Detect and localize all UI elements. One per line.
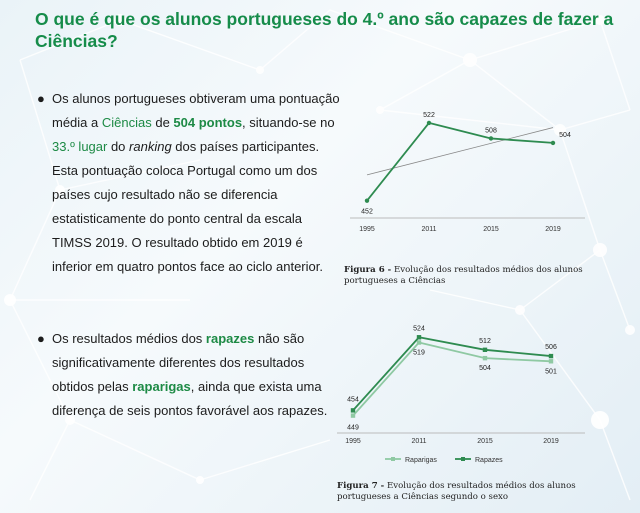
data-label-raparigas: 504 [479,365,491,373]
x-tick-label: 2019 [543,438,559,445]
b2-boys: rapazes [205,331,255,346]
data-label: 508 [485,127,497,135]
data-point [417,335,421,339]
data-label-rapazes: 454 [347,396,359,404]
legend-label: Rapazes [475,457,503,464]
x-tick-label: 2011 [421,226,437,233]
legend-marker [391,457,395,461]
data-label-rapazes: 524 [413,325,425,333]
b1-text: dos países participantes. Esta pontuação coloca Portugal como um dos países cujo resultado não se diferencia estatisticamente do ponto central da escala TIMSS 2019. O resultado obtido em 2019 é inferior em quatro pontos face ao ciclo anterior. [52,139,323,274]
b1-ranking-word: ranking [129,139,172,154]
data-label: 504 [559,131,571,139]
figure6-label: Figura 6 - [344,265,392,275]
b1-text: do [107,139,130,154]
data-point [417,340,421,344]
data-label-raparigas: 449 [347,424,359,432]
figure6-caption-text: Evolução dos resultados médios dos alunos portugueses a Ciências [344,265,583,286]
data-point [551,141,555,145]
data-point [549,354,553,358]
b2-text: não são significativamente diferentes dos resultados obtidos pelas [52,331,305,394]
x-tick-label: 2011 [411,438,427,445]
data-label-raparigas: 519 [413,349,425,357]
bullet-paragraph-2 [37,327,337,423]
b1-score: 504 pontos [173,115,243,130]
data-point [549,359,553,363]
series-line-1 [353,337,551,410]
x-tick-label: 2015 [483,226,499,233]
x-tick-label: 2019 [545,226,561,233]
data-point [483,348,487,352]
bullet-paragraph-1 [37,87,342,279]
data-point [427,121,431,125]
data-point [351,413,355,417]
trendline [367,128,553,175]
b2-text: , ainda que exista uma diferença de seis pontos favorável aos rapazes. [52,379,328,418]
data-point [489,136,493,140]
data-point [483,356,487,360]
data-label-rapazes: 506 [545,344,557,352]
data-point [365,198,369,202]
bullet-icon: ● [37,91,45,106]
data-label-raparigas: 501 [545,368,557,376]
x-tick-label: 1995 [359,226,375,233]
data-label: 452 [361,208,373,216]
figure7-caption-text: Evolução dos resultados médios dos alunos portugueses a Ciências segundo o sexo [337,481,576,502]
legend-label: Raparigas [405,457,437,464]
b1-rank: 33.º lugar [52,139,108,154]
figure7-caption [337,481,632,503]
figure7-label: Figura 7 - [337,481,385,491]
x-tick-label: 2015 [477,438,493,445]
b2-text: Os resultados médios dos [52,331,206,346]
bullet-icon: ● [37,331,45,346]
data-point [351,408,355,412]
legend-marker [461,457,465,461]
b2-girls: raparigas [132,379,191,394]
page-title: O que é que os alunos portugueses do 4.º ano são capazes de fazer a Ciências? [35,9,614,51]
b1-text: , situando-se no [242,115,335,130]
data-label-rapazes: 512 [479,337,491,345]
figure6-line-chart [345,110,590,240]
b1-subject: Ciências [101,115,152,130]
b1-text: de [151,115,174,130]
figure6-caption [344,265,634,287]
figure7-line-chart [335,325,590,473]
data-label: 522 [423,111,435,119]
b1-text: Os alunos portugueses obtiveram uma pontuação média a [52,91,340,130]
x-tick-label: 1995 [345,438,361,445]
